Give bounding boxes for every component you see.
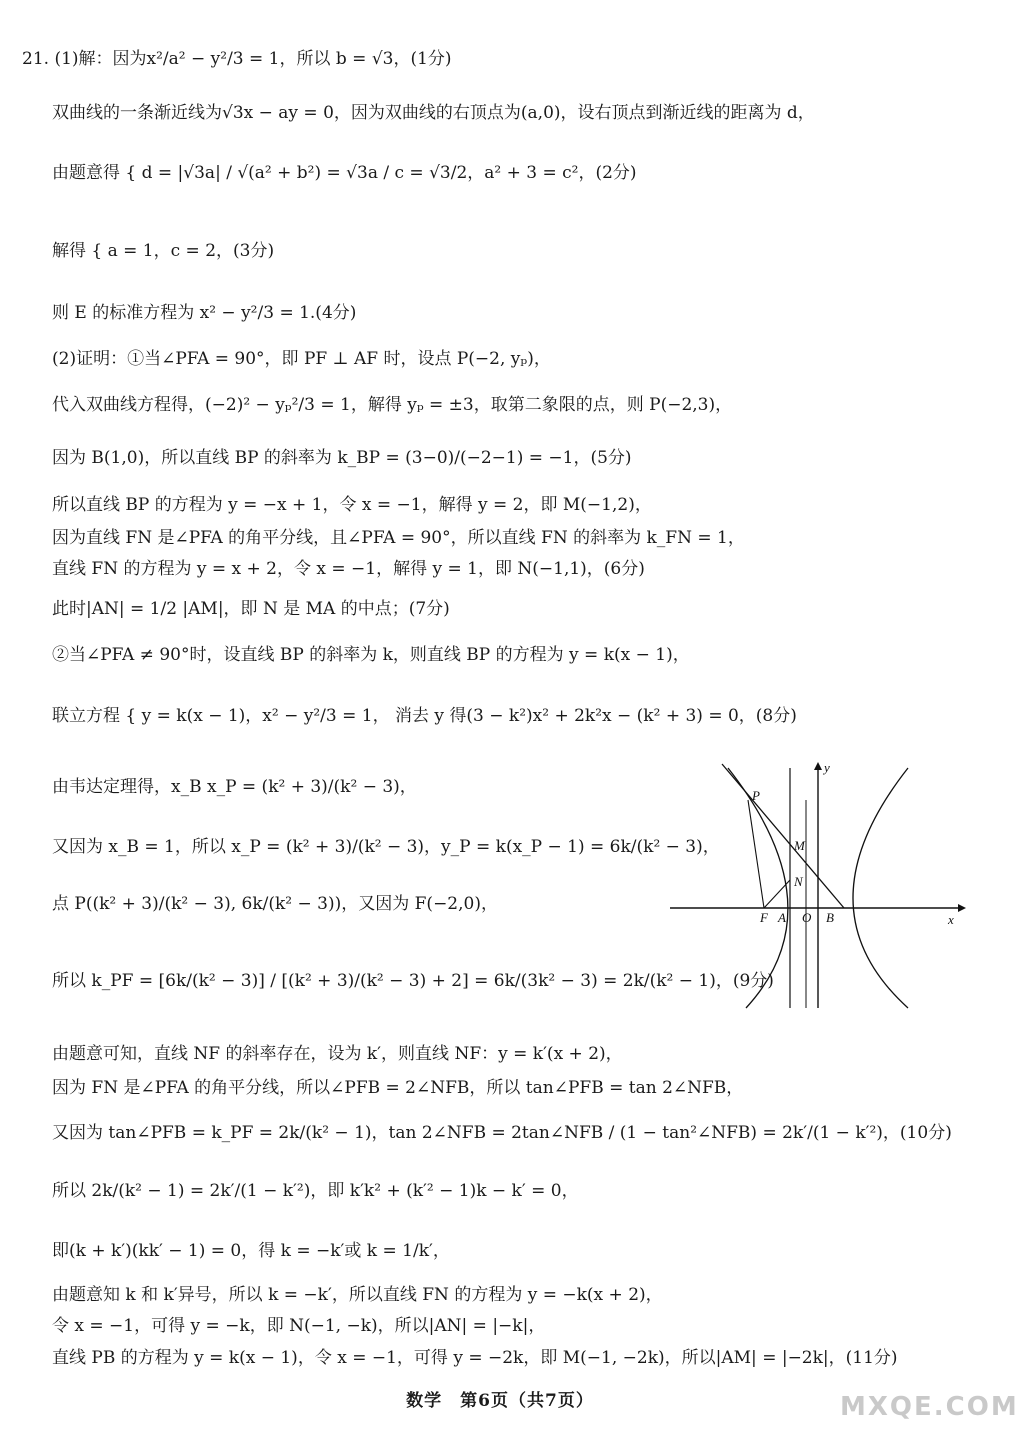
text-line: 由题意可知，直线 NF 的斜率存在，设为 k′，则直线 NF：y = k′(x + 2)， [52, 1044, 623, 1064]
text-line: 所以 k_PF = [6k/(k² − 3)] / [(k² + 3)/(k² − 3) + 2] = 6k/(3k² − 3) = 2k/(k² − 1)，(9分) [52, 971, 774, 991]
hyperbola-diagram [668, 760, 968, 1010]
text-line: 由韦达定理得，x_B x_P = (k² + 3)/(k² − 3)， [52, 777, 417, 797]
text-line: 所以 2k/(k² − 1) = 2k′/(1 − k′²)，即 k′k² + (k′² − 1)k − k′ = 0， [52, 1181, 579, 1201]
text-line: 双曲线的一条渐近线为√3x − ay = 0，因为双曲线的右顶点为(a,0)，设右顶点到渐近线的距离为 d， [52, 103, 815, 123]
label-o: O [802, 910, 812, 925]
text-line: ②当∠PFA ≠ 90°时，设直线 BP 的斜率为 k，则直线 BP 的方程为 y = k(x − 1)， [52, 645, 690, 665]
label-a: A [778, 910, 786, 925]
label-f: F [760, 910, 768, 925]
text-line: 由题意得 { d = |√3a| / √(a² + b²) = √3a / c = √3/2，a² + 3 = c²，(2分) [52, 163, 637, 183]
text-line: 即(k + k′)(kk′ − 1) = 0，得 k = −k′或 k = 1/k′， [52, 1241, 450, 1261]
text-line: 所以直线 BP 的方程为 y = −x + 1，令 x = −1，解得 y = 2，即 M(−1,2)， [52, 495, 652, 515]
text-line: 因为 FN 是∠PFA 的角平分线，所以∠PFB = 2∠NFB，所以 tan∠PFB = tan 2∠NFB， [52, 1078, 744, 1098]
text-line: 令 x = −1，可得 y = −k，即 N(−1, −k)，所以|AN| = |−k|， [52, 1316, 546, 1336]
label-x: x [948, 912, 954, 927]
label-b: B [826, 910, 834, 925]
text-line: 又因为 tan∠PFB = k_PF = 2k/(k² − 1)，tan 2∠NFB = 2tan∠NFB / (1 − tan²∠NFB) = 2k′/(1 − k′²)，(10分) [52, 1123, 952, 1143]
hyperbola-left-branch [728, 768, 788, 1008]
y-axis-arrow [814, 762, 822, 770]
text-line: 此时|AN| = 1/2 |AM|，即 N 是 MA 的中点；(7分) [52, 599, 450, 619]
line-fn [764, 880, 790, 908]
label-m: M [794, 838, 805, 853]
label-y: y [824, 760, 830, 775]
text-line: 直线 FN 的方程为 y = x + 2，令 x = −1，解得 y = 1，即 N(−1,1)，(6分) [52, 559, 645, 579]
text-line: 则 E 的标准方程为 x² − y²/3 = 1.(4分) [52, 303, 357, 323]
text-line: 因为直线 FN 是∠PFA 的角平分线，且∠PFA = 90°，所以直线 FN 的斜率为 k_FN = 1， [52, 528, 745, 548]
line-bp [722, 764, 844, 908]
hyperbola-figure [668, 760, 968, 1014]
page-footer: 数学 第6页（共7页） [406, 1391, 594, 1411]
text-line: 由题意知 k 和 k′异号，所以 k = −k′，所以直线 FN 的方程为 y = −k(x + 2)， [52, 1285, 663, 1305]
x-axis-arrow [958, 904, 966, 912]
text-line: 又因为 x_B = 1，所以 x_P = (k² + 3)/(k² − 3)，y_P = k(x_P − 1) = 6k/(k² − 3)， [52, 837, 720, 857]
label-n: N [794, 874, 803, 889]
text-line: 点 P((k² + 3)/(k² − 3), 6k/(k² − 3))，又因为 F(−2,0)， [52, 894, 498, 914]
text-line: 21. (1)解：因为x²/a² − y²/3 = 1，所以 b = √3，(1分) [22, 49, 452, 69]
text-line: (2)证明：①当∠PFA = 90°，即 PF ⊥ AF 时，设点 P(−2, yₚ)， [52, 349, 551, 369]
text-line: 代入双曲线方程得，(−2)² − yₚ²/3 = 1，解得 yₚ = ±3，取第二象限的点，则 P(−2,3)， [52, 395, 733, 415]
text-line: 直线 PB 的方程为 y = k(x − 1)，令 x = −1，可得 y = −2k，即 M(−1, −2k)，所以|AM| = |−2k|，(11分) [52, 1348, 898, 1368]
hyperbola-right-branch [853, 768, 908, 1008]
watermark-logo: MXQE.COM [840, 1392, 1019, 1422]
line-pf [748, 800, 764, 908]
text-line: 因为 B(1,0)，所以直线 BP 的斜率为 k_BP = (3−0)/(−2−1) = −1，(5分) [52, 448, 632, 468]
text-line: 解得 { a = 1，c = 2，(3分) [52, 241, 275, 261]
label-p: P [752, 788, 760, 803]
text-line: 联立方程 { y = k(x − 1)，x² − y²/3 = 1， 消去 y 得(3 − k²)x² + 2k²x − (k² + 3) = 0，(8分) [52, 706, 797, 726]
